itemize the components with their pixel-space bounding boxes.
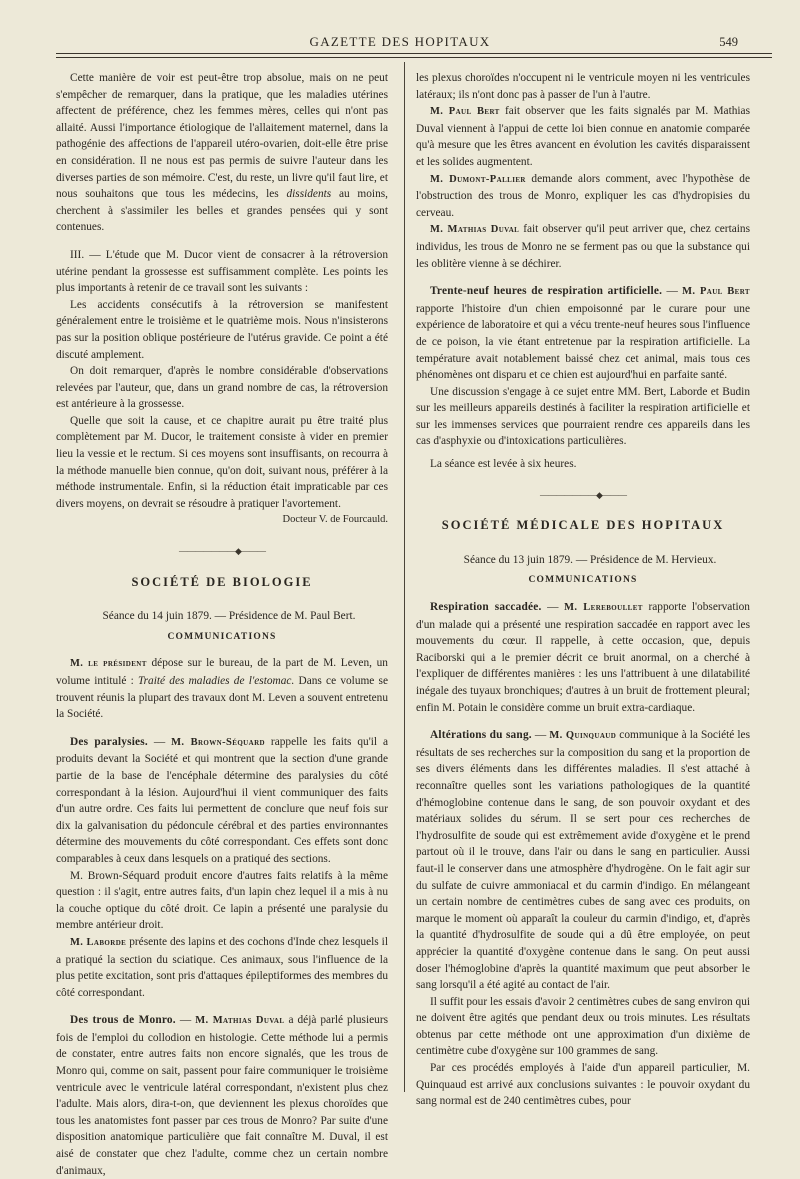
header-rule-thin — [56, 57, 772, 58]
paragraph: Il suffit pour les essais d'avoir 2 centimètres cubes de sang environ qui ne doivent être agités que pendant deux ou trois minutes. Les résultats obtenus par cette méthode ont une approximation d'un dixième de centimètre cube d'oxygène sur 100 grammes de sang. — [416, 995, 751, 1058]
paragraph: Respiration saccadée. — M. Lereboullet rapporte l'observation d'un malade qui a présenté une respiration saccadée en rapport avec les mouvements du cœur. Il rappelle, à cette occasion, que, depuis Raciborski qui a le premier décrit ce bruit anormal, on a cherché à l'expliquer de différentes manières : les uns l'attribuent à une dilatabilité inégale des tuyaux bronchiques; d'autres à un bruit de frottement pleural; enfin M. Potain le considère comme un bruit extra-cardiaque. — [416, 601, 750, 714]
paragraph: les plexus choroïdes n'occupent ni le ventricule moyen ni les ventricules latéraux; ils n'ont donc pas à passer de l'un à l'autre. — [416, 72, 750, 101]
running-title: GAZETTE DES HOPITAUX — [309, 34, 491, 49]
paragraph: M. le président dépose sur le bureau, de la part de M. Leven, un volume intitulé : Traité des maladies de l'estomac. Dans ce volume se trouvent réunis la plupart des travaux dont M. Leven a souvent entretenu la Société. — [56, 657, 389, 721]
session-line: Séance du 14 juin 1879. — Présidence de M. Paul Bert. — [102, 610, 356, 623]
page-header — [0, 0, 800, 62]
header-rule — [56, 53, 772, 54]
paragraph: M. Paul Bert fait observer que les faits signalés par M. Mathias Duval viennent à l'appui de cette loi bien connue en anatomie comparée qu'à mesure que les êtres avancent en évolution les cavités disparaissent et les solides augmentent. — [416, 105, 751, 168]
paragraph: Quelle que soit la cause, et ce chapitre aurait pu être traité plus complètement par M. Ducor, le traitement consiste à vider en premier lieu la vessie et le rectum. Si ces moyens sont insuffisants, on recourra à la méthode manuelle bien connue, qu'on doit, suivant nous, préférer à la méthode instrumentale. Enfin, si la réduction était impraticable par ces divers moyens, on devrait se résoudre à pratiquer l'avortement. Docteur V. de Fourcauld. — [56, 413, 388, 513]
section-ornament: ———————◆——— — [540, 489, 626, 500]
communications-label: COMMUNICATIONS — [528, 575, 638, 586]
section-ornament: ———————◆——— — [179, 546, 265, 557]
paragraph: Une discussion s'engage à ce sujet entre MM. Bert, Laborde et Budin sur les meilleurs appareils destinés à faciliter la respiration artificielle et sur les immenses services que pourraient rendre ces appareils dans les cas d'asphyxie ou d'intoxications particulières. — [416, 385, 750, 448]
paragraph: III. — L'étude que M. Ducor vient de consacrer à la rétroversion utérine pendant la grossesse est suffisamment complète. Les points les plus importants à retenir de ce travail sont les suivants : — [56, 248, 388, 295]
session-line: Séance du 13 juin 1879. — Présidence de M. Hervieux. — [463, 553, 717, 566]
paragraph: Trente-neuf heures de respiration artificielle. — M. Paul Bert rapporte l'histoire d'un chien empoisonné par le curare pour une expérience de laboratoire et qui a vécu trente-neuf heures sous l'influence de ce poison, la vie étant entretenue par la respiration artificielle. La température avait notablement baissé chez cet animal, mais tous ces phénomènes ont disparu et ce chien est aujourd'hui en parfaite santé. — [416, 285, 750, 382]
paragraph: Altérations du sang. — M. Quinquaud communique à la Société les résultats de ses recherches sur la composition du sang et la proportion de ses divers éléments dans les différentes maladies. Il s'est attaché à reconnaître quelles sont les variations pathologiques de la quantité d'hémoglobine contenue dans le sang, de son pouvoir oxydant et des matériaux solides du sérum. Il se sert pour ces recherches de l'hydrosulfite de soude qui est extrêmement avide d'oxygène et le prend partout où il le trouve, dans l'air ou dans le sang en particulier. Aussi faut-il le conserver dans une atmosphère d'hydrogène. On le fait agir sur du sulfate de cuivre ammoniacal et du carmin d'indigo. En mélangeant un certain nombre de centimètres cubes de sang avec ces produits, on marque le moment où apparaît la couleur du carmin d'indigo, et, d'après la quantité d'hydrosulfite de soude qui a dû être employée, on peut apprécier la quantité d'oxygène contenue dans le sang. On peut aussi doser l'hémoglobine d'après la quantité maximum que peut absorber le sang lorsqu'il a été agité au contact de l'air. — [416, 729, 751, 992]
paragraph: M. Laborde présente des lapins et des cochons d'Inde chez lesquels il a pratiqué la section du sciatique. Ces animaux, sous l'influence de la plus petite excitation, sont pris d'attaques épileptiformes des membres du côté correspondant. — [56, 935, 388, 999]
page-number: 549 — [719, 35, 738, 49]
paragraph: Cette manière de voir est peut-être trop absolue, mais on ne peut s'empêcher de remarquer, dans la pratique, que les maladies utérines affectent de préférence, chez les femmes mères, celles qui n'ont pas allaité. Aussi l'importance étiologique de l'allaitement maternel, dans la pathogénie des affections de l'appareil utéro-ovarien, doit-elle être prise en considération. Il ne nous est pas permis de suivre l'auteur dans les diverses parties de son mémoire. C'est, du reste, un livre qu'il faut lire, et nous souhaitons que tous les médecins, les dissidents au moins, cherchent à s'assimiler les belles et grandes pensées qui y sont contenues. — [56, 72, 388, 234]
left-column — [56, 70, 388, 1179]
author-signature: Docteur V. de Fourcauld. — [282, 514, 388, 526]
paragraph: Les accidents consécutifs à la rétroversion se manifestent généralement entre le troisième et le quatrième mois. Nous n'insisterons pas sur la position oblique postérieure de l'utérus gravide. Ce point a été discuté amplement. — [56, 298, 388, 361]
paragraph: M. Brown-Séquard produit encore d'autres faits relatifs à la même question : il s'agit, entre autres faits, d'un lapin chez lequel il a mis à nu la couche optique du côté droit. Ce lapin a présenté une paralysie du membre antérieur droit. — [56, 869, 388, 932]
section-title: SOCIÉTÉ MÉDICALE DES HOPITAUX — [441, 518, 725, 533]
communications-label: COMMUNICATIONS — [167, 631, 277, 642]
paragraph: Des trous de Monro. — M. Mathias Duval a déjà parlé plusieurs fois de l'emploi du collodion en histologie. Cette méthode lui a permis de constater, entre autres faits non encore signalés, que les trous de Monro qui, comme on sait, passent pour faire communiquer le troisième ventricule avec le ventricule latéral correspondant, n'existent plus chez l'adulte. Mais alors, dira-t-on, que deviennent les plexus choroïdes que tous les anatomistes font passer par ces trous de Monro? Par suite d'une disposition anatomique particulière que fait connaître M. Duval, il est aisé de constater que chez l'adulte, comme chez un certain nombre d'animaux, — [56, 1014, 389, 1177]
paragraph: La séance est levée à six heures. — [430, 458, 577, 471]
paragraph: M. Mathias Duval fait observer qu'il peut arriver que, chez certains individus, les trous de Monro ne se ferment pas ou que la substance qui les oblitère vienne à se déchirer. — [416, 223, 750, 270]
paragraph: Par ces procédés employés à l'aide d'un appareil particulier, M. Quinquaud est arrivé aux conclusions suivantes : le pouvoir oxydant du sang normal est de 240 centimètres cubes, pour — [416, 1062, 750, 1108]
column-divider — [404, 62, 405, 1092]
paragraph: Des paralysies. — M. Brown-Séquard rappelle les faits qu'il a produits devant la Société et qui montrent que la section d'une grande partie de la base de l'encéphale détermine des paralysies du côté correspondant à la lésion. Aujourd'hui il vient communiquer des faits d'un autre ordre. Ces faits lui permettent de conclure que neuf fois sur dix la galvanisation du pédoncule cérébral et des parties environnantes détermine des mouvements du côté correspondant. Ces effets sont donc comparables à ceux dans lesquels on a pratiqué des sections. — [56, 735, 388, 865]
right-column — [416, 70, 750, 1110]
paragraph: M. Dumont-Pallier demande alors comment, avec l'hypothèse de l'obstruction des trous de Monro, expliquer les cas d'hydropisies du cerveau. — [416, 172, 750, 219]
paragraph: On doit remarquer, d'après le nombre considérable d'observations relevées par l'auteur, que, dans un grand nombre de cas, la rétroversion est antérieure à la grossesse. — [56, 365, 388, 411]
section-title: SOCIÉTÉ DE BIOLOGIE — [131, 574, 313, 589]
